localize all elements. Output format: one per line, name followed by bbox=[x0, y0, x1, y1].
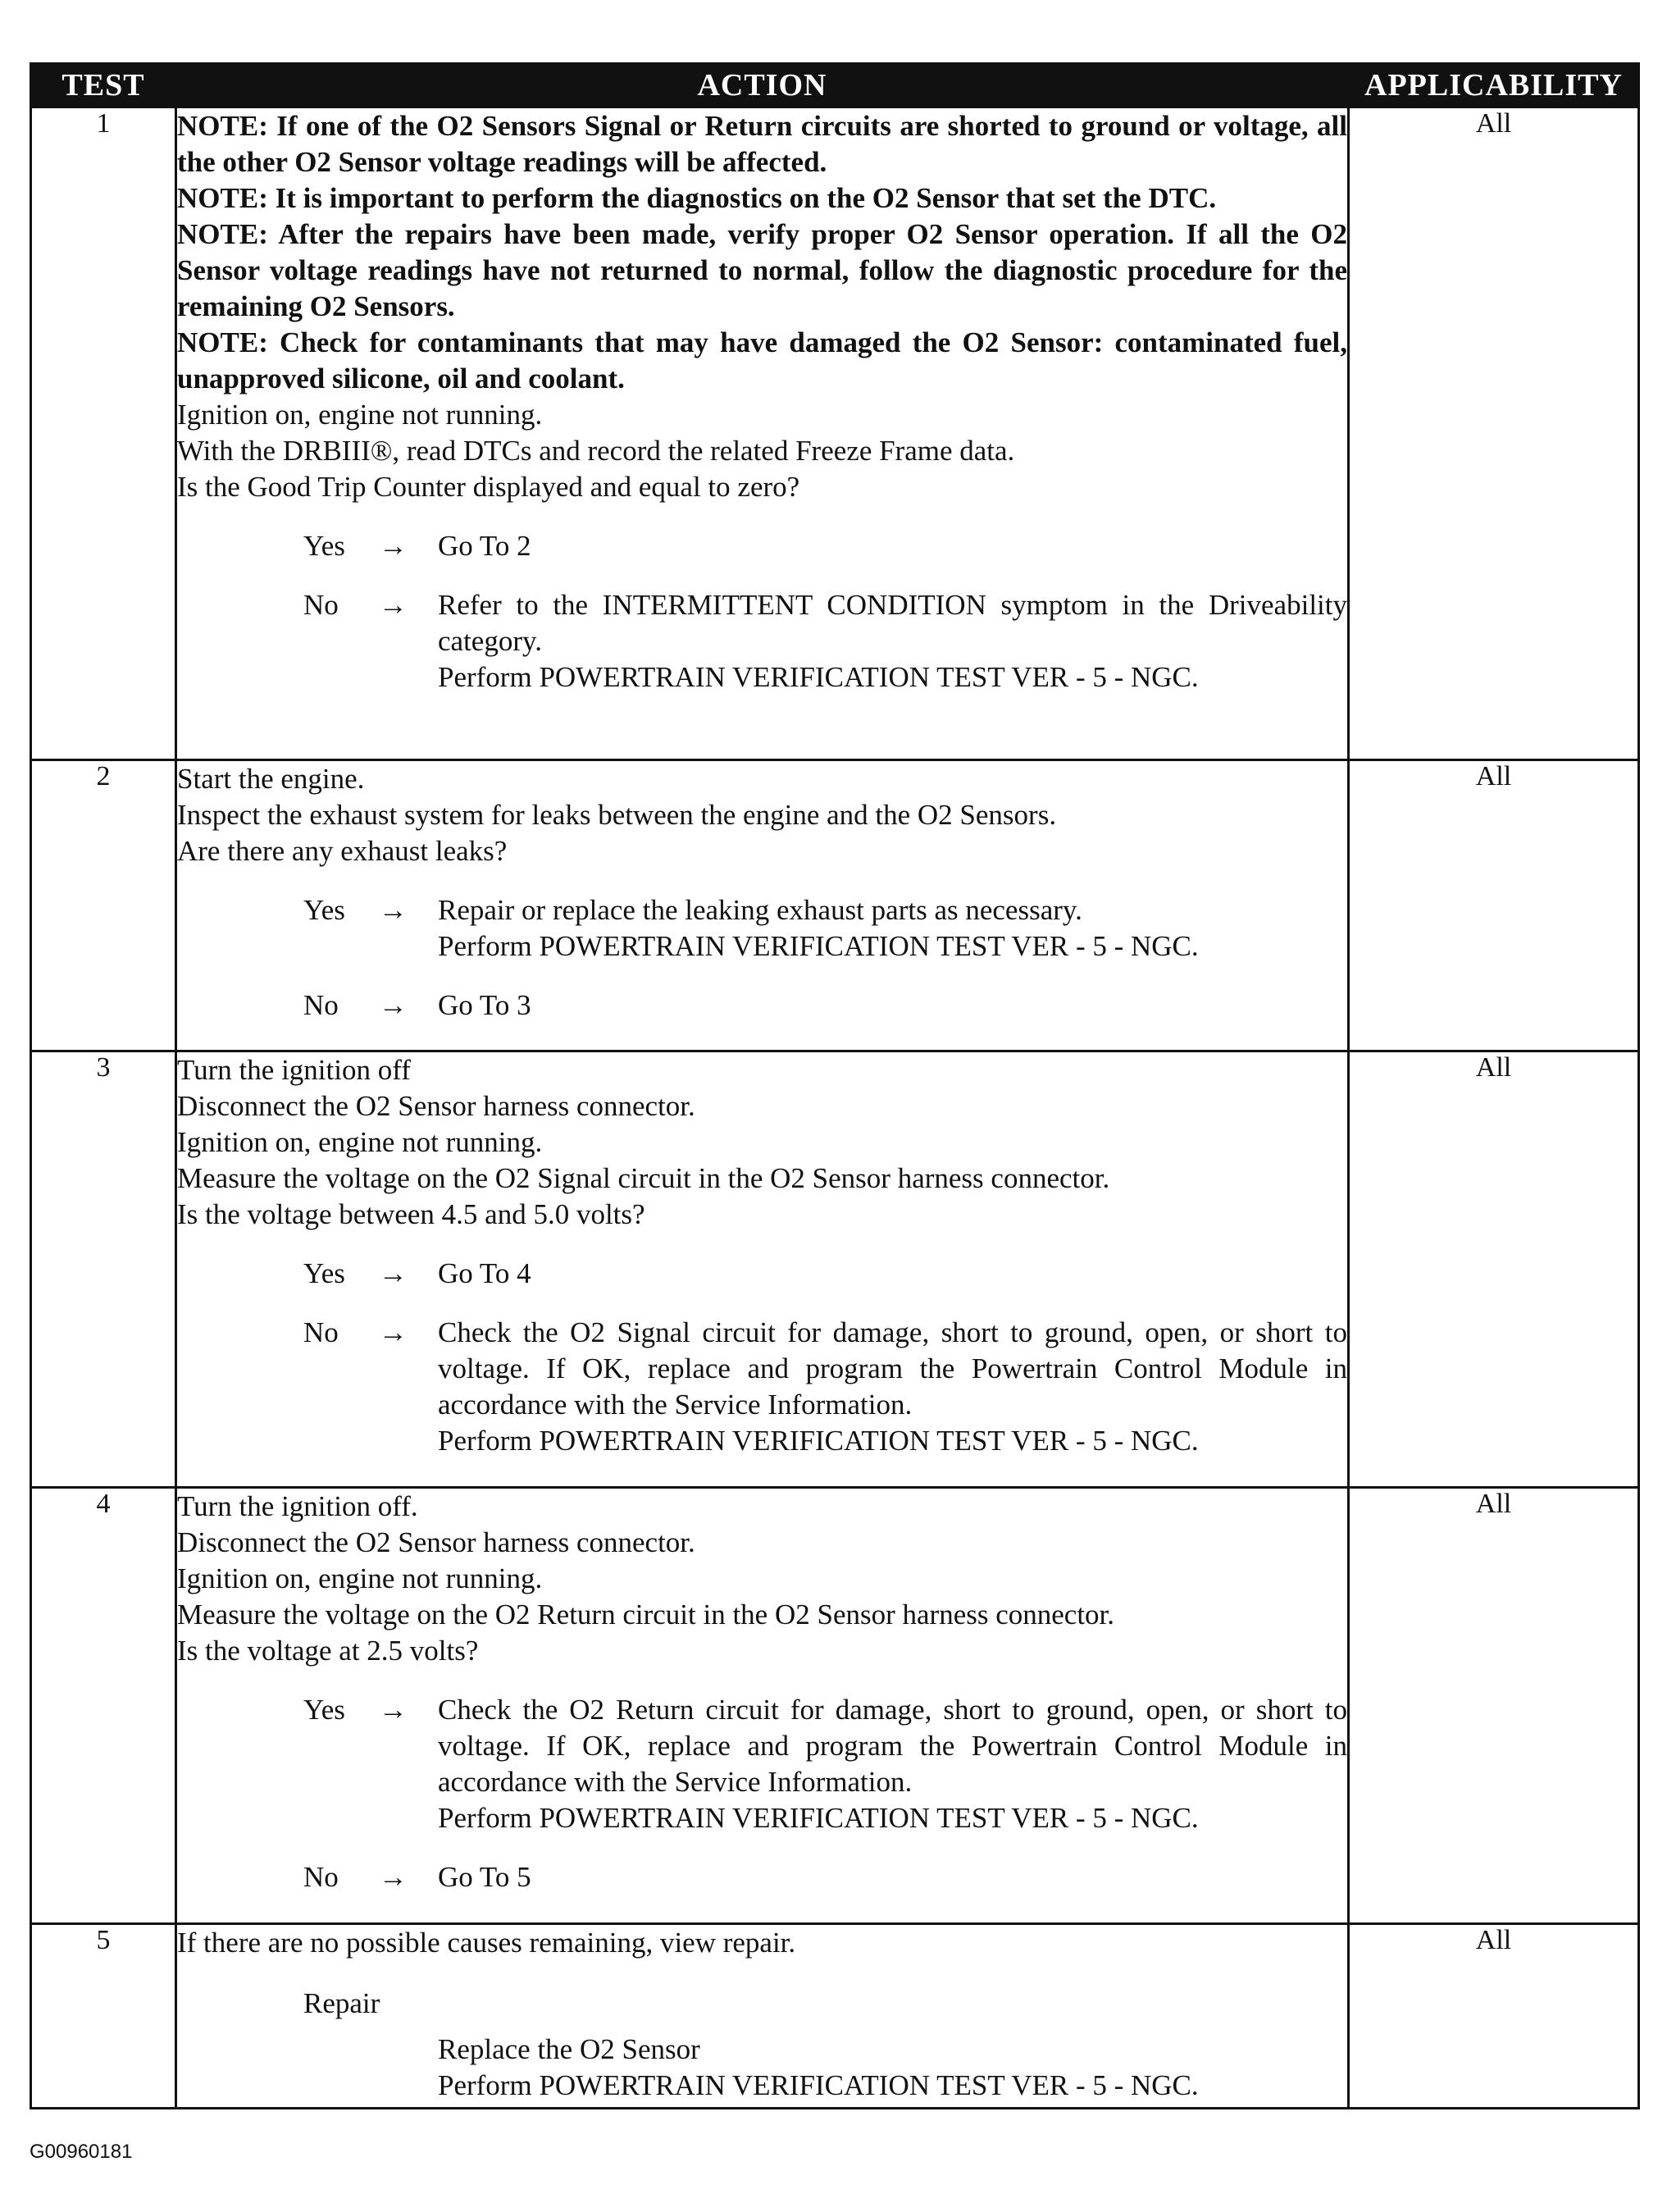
header-applicability: APPLICABILITY bbox=[1349, 64, 1639, 107]
table-header bbox=[31, 64, 1639, 107]
step: Inspect the exhaust system for leaks between the engine and the O2 Sensors. bbox=[177, 798, 1057, 831]
arrow-right-icon: → bbox=[379, 893, 408, 926]
note: NOTE: Check for contaminants that may have damaged the O2 Sensor: contaminated fuel, unapproved silicone, oil and coolant. bbox=[177, 326, 1347, 395]
outcome-yes bbox=[177, 1692, 1347, 1836]
answer-label: No bbox=[303, 988, 339, 1021]
step: Is the voltage between 4.5 and 5.0 volts? bbox=[177, 1198, 645, 1231]
result-line: Perform POWERTRAIN VERIFICATION TEST VER - 5 - NGC. bbox=[438, 1802, 1199, 1835]
diagnostic-table bbox=[30, 62, 1640, 2109]
step: With the DRBIII®, read DTCs and record the related Freeze Frame data. bbox=[177, 435, 1015, 467]
answer-label: No bbox=[303, 589, 339, 621]
step: Disconnect the O2 Sensor harness connector. bbox=[177, 1526, 695, 1559]
test-action bbox=[176, 107, 1349, 760]
result-line: Go To 5 bbox=[438, 1861, 531, 1894]
result-line: Go To 2 bbox=[438, 530, 531, 562]
header-test: TEST bbox=[31, 64, 176, 107]
outcome-result bbox=[438, 1692, 1347, 1836]
outcome-result bbox=[438, 1859, 1347, 1895]
test-row-1 bbox=[31, 107, 1639, 760]
answer-label: No bbox=[303, 1316, 339, 1349]
result-line: Go To 3 bbox=[438, 988, 531, 1021]
test-number: 2 bbox=[31, 759, 176, 1051]
test-action bbox=[176, 1488, 1349, 1924]
step: Is the voltage at 2.5 volts? bbox=[177, 1635, 479, 1667]
test-number: 5 bbox=[31, 1924, 176, 2109]
result-line: Perform POWERTRAIN VERIFICATION TEST VER - 5 - NGC. bbox=[438, 661, 1199, 693]
test-row-3 bbox=[31, 1051, 1639, 1488]
test-row-4 bbox=[31, 1488, 1639, 1924]
test-number: 1 bbox=[31, 107, 176, 760]
test-number: 4 bbox=[31, 1488, 176, 1924]
result-line: Refer to the INTERMITTENT CONDITION symptom in the Driveability category. bbox=[438, 589, 1347, 657]
outcome-result bbox=[438, 1315, 1347, 1459]
outcome-yes bbox=[177, 528, 1347, 564]
arrow-right-icon: → bbox=[379, 988, 408, 1021]
repair-line: Perform POWERTRAIN VERIFICATION TEST VER - 5 - NGC. bbox=[438, 2069, 1199, 2102]
result-line: Repair or replace the leaking exhaust parts as necessary. bbox=[438, 893, 1082, 926]
step: Is the Good Trip Counter displayed and equal to zero? bbox=[177, 471, 800, 503]
repair-line: Replace the O2 Sensor bbox=[438, 2033, 700, 2066]
step: Ignition on, engine not running. bbox=[177, 1126, 543, 1159]
test-row-2 bbox=[31, 759, 1639, 1051]
result-line: Check the O2 Return circuit for damage, short to ground, open, or short to voltage. If OK, replace and program the Powertrain Control Module in accordance with the Service Information. bbox=[438, 1694, 1347, 1799]
arrow-right-icon: → bbox=[379, 1694, 408, 1726]
test-action bbox=[176, 1924, 1349, 2109]
note: NOTE: It is important to perform the diagnostics on the O2 Sensor that set the DTC. bbox=[177, 182, 1217, 214]
arrow-right-icon: → bbox=[379, 1861, 408, 1894]
test-applicability: All bbox=[1349, 1488, 1639, 1924]
step: Are there any exhaust leaks? bbox=[177, 834, 508, 867]
step: Measure the voltage on the O2 Signal circuit in the O2 Sensor harness connector. bbox=[177, 1162, 1110, 1195]
answer-label: Yes bbox=[303, 1694, 345, 1726]
header-action: ACTION bbox=[176, 64, 1349, 107]
outcome-yes bbox=[177, 892, 1347, 965]
figure-id: G00960181 bbox=[30, 2141, 133, 2163]
test-applicability: All bbox=[1349, 107, 1639, 760]
arrow-right-icon: → bbox=[379, 1316, 408, 1349]
test-applicability: All bbox=[1349, 1924, 1639, 2109]
outcome-yes bbox=[177, 1256, 1347, 1292]
arrow-right-icon: → bbox=[379, 1257, 408, 1290]
answer-label: Yes bbox=[303, 893, 345, 926]
step: Ignition on, engine not running. bbox=[177, 1562, 543, 1595]
outcome-no bbox=[177, 587, 1347, 696]
result-line: Perform POWERTRAIN VERIFICATION TEST VER - 5 - NGC. bbox=[438, 929, 1199, 962]
note: NOTE: If one of the O2 Sensors Signal or Return circuits are shorted to ground or voltage, all the other O2 Sensor voltage readings will be affected. bbox=[177, 110, 1347, 178]
step: Disconnect the O2 Sensor harness connector. bbox=[177, 1090, 695, 1123]
test-action bbox=[176, 1051, 1349, 1488]
answer-label: Yes bbox=[303, 1257, 345, 1290]
answer-label: Yes bbox=[303, 530, 345, 562]
step: Turn the ignition off bbox=[177, 1054, 411, 1087]
test-row-5 bbox=[31, 1924, 1639, 2109]
repair-instructions bbox=[177, 2032, 1347, 2104]
step: Ignition on, engine not running. bbox=[177, 399, 543, 431]
note: NOTE: After the repairs have been made, verify proper O2 Sensor operation. If all the O2 Sensor voltage readings have not returned to normal, follow the diagnostic procedure for the remaining O2 Sensors. bbox=[177, 218, 1347, 322]
result-line: Go To 4 bbox=[438, 1257, 531, 1290]
step: Turn the ignition off. bbox=[177, 1490, 418, 1523]
outcome-result bbox=[438, 987, 1347, 1024]
outcome-result bbox=[438, 1256, 1347, 1292]
outcomes bbox=[177, 528, 1347, 696]
step: If there are no possible causes remaining, view repair. bbox=[177, 1927, 796, 1959]
outcome-result bbox=[438, 528, 1347, 564]
arrow-right-icon: → bbox=[379, 530, 408, 562]
outcomes bbox=[177, 1256, 1347, 1459]
test-applicability: All bbox=[1349, 759, 1639, 1051]
outcomes bbox=[177, 1692, 1347, 1895]
outcome-no bbox=[177, 1859, 1347, 1895]
test-applicability: All bbox=[1349, 1051, 1639, 1488]
outcomes bbox=[177, 892, 1347, 1024]
repair-label: Repair bbox=[303, 1987, 380, 2020]
test-number: 3 bbox=[31, 1051, 176, 1488]
outcome-no bbox=[177, 1315, 1347, 1459]
test-action bbox=[176, 759, 1349, 1051]
answer-label: No bbox=[303, 1861, 339, 1894]
step: Measure the voltage on the O2 Return circuit in the O2 Sensor harness connector. bbox=[177, 1599, 1115, 1631]
outcome-result bbox=[438, 587, 1347, 696]
outcome-no bbox=[177, 987, 1347, 1024]
result-line: Check the O2 Signal circuit for damage, short to ground, open, or short to voltage. If OK, replace and program the Powertrain Control Module in accordance with the Service Information. bbox=[438, 1316, 1347, 1421]
step: Start the engine. bbox=[177, 762, 365, 795]
outcome-result bbox=[438, 892, 1347, 965]
arrow-right-icon: → bbox=[379, 589, 408, 621]
result-line: Perform POWERTRAIN VERIFICATION TEST VER - 5 - NGC. bbox=[438, 1425, 1199, 1457]
